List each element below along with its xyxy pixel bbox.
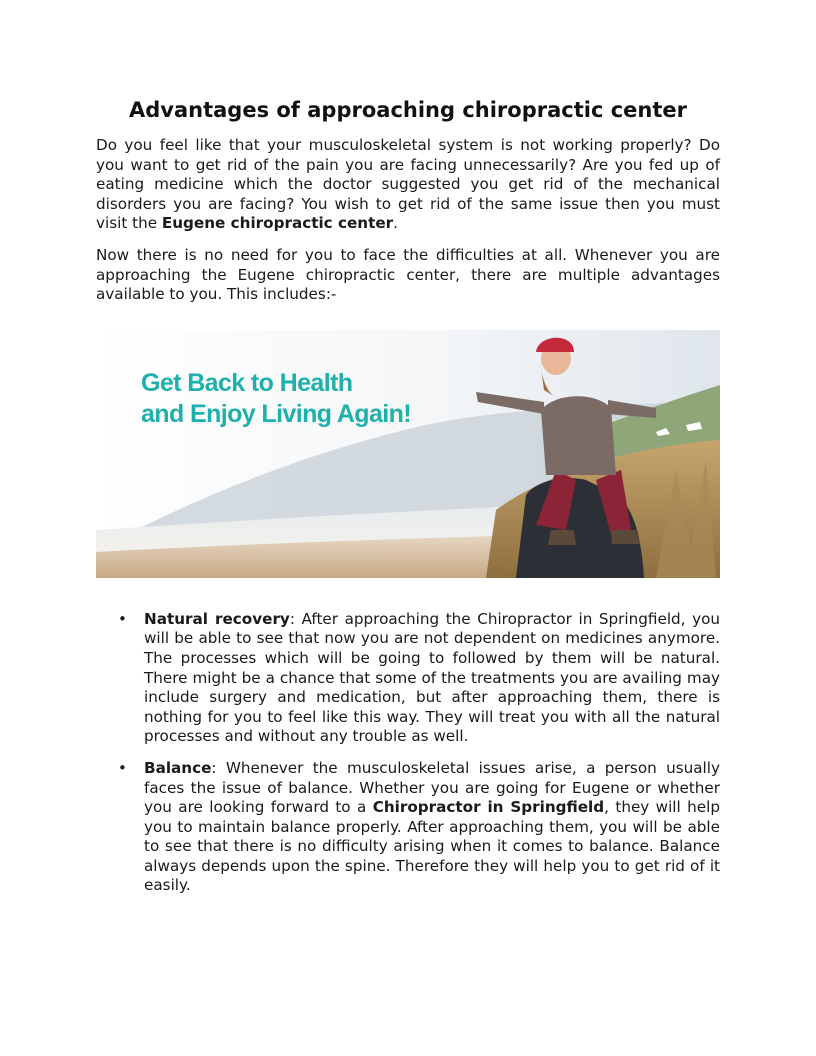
list-item-text-end: , they will help you to maintain balance properly. After approaching them, you will be able to see that there is no difficulty arising when it comes to balance. Balance always depends upon the spine. Therefore they will help you to get rid of it easily. <box>144 798 720 895</box>
list-item-text: : Whenever the musculoskeletal issues arise, a person usually faces the issue of balance. Whether you are going for Eugene or whether you are looking forward to a <box>144 758 720 817</box>
document-page <box>96 96 720 908</box>
intro-bold-link: Eugene chiropractic center <box>161 214 394 233</box>
advantages-list <box>96 610 720 896</box>
list-item-label: Natural recovery <box>144 609 290 628</box>
hero-headline-line-1: Get Back to Health <box>141 368 353 397</box>
second-paragraph: Now there is no need for you to face the difficulties at all. Whenever you are approaching the Eugene chiropractic center, there are multiple advantages available to you. This includes:- <box>96 245 720 304</box>
bullet-icon: • <box>118 758 127 777</box>
list-item-natural-recovery <box>96 610 720 747</box>
intro-paragraph <box>96 136 720 234</box>
hero-headline-line-2: and Enjoy Living Again! <box>141 399 412 428</box>
intro-end: . <box>393 214 398 233</box>
list-item-text: : After approaching the Chiropractor in Springfield, you will be able to see that now you are not dependent on medicines anymore. The processes which will be going to followed by them will be natural. There might be a chance that some of the treatments you are availing may include surgery and medication, but after approaching them, there is nothing for you to feel like this way. They will treat you with all the natural processes and without any trouble as well. <box>144 609 720 746</box>
intro-text: Do you feel like that your musculoskeletal system is not working properly? Do you want to get rid of the pain you are facing unnecessarily? Are you fed up of eating medicine which the doctor suggested you get rid of the mechanical disorders you are facing? You wish to get rid of the same issue then you must visit the <box>96 136 720 233</box>
list-item-balance <box>96 759 720 896</box>
list-item-bold-link: Chiropractor in Springfield <box>372 798 605 817</box>
hero-banner-image <box>96 330 720 578</box>
list-item-label: Balance <box>144 758 212 777</box>
bullet-icon: • <box>118 609 127 628</box>
hero-headline <box>141 368 411 430</box>
page-title: Advantages of approaching chiropractic center <box>128 98 687 122</box>
